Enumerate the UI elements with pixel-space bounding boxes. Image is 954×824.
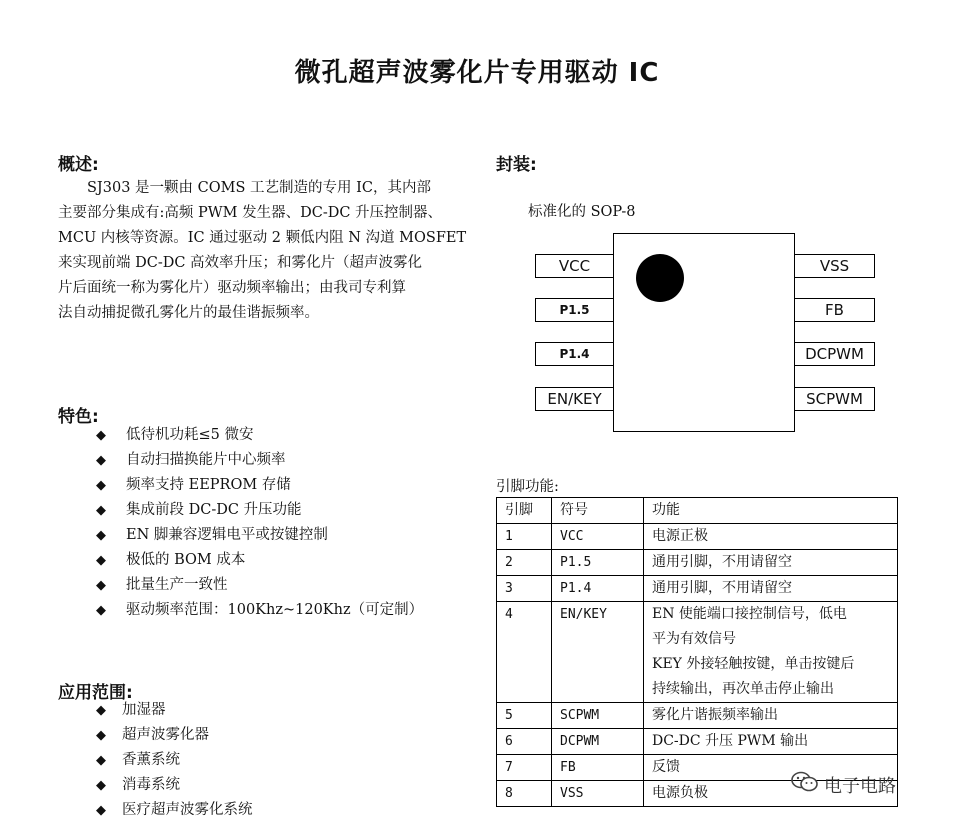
list-item-text: 集成前段 DC-DC 升压功能 (126, 502, 302, 518)
applications-heading: 应用范围: (58, 683, 133, 703)
list-item (96, 773, 253, 798)
list-item-text: 超声波雾化器 (122, 727, 209, 743)
pin-number: 3 (497, 576, 552, 602)
list-item-text: 批量生产一致性 (126, 577, 228, 593)
pin-label-p15: P1.5 (535, 298, 614, 322)
bullet-icon: ◆ (96, 528, 106, 543)
list-item (96, 573, 423, 598)
table-row (497, 703, 898, 729)
bullet-icon: ◆ (96, 453, 106, 468)
pin-label-dcpwm: DCPWM (794, 342, 875, 366)
bullet-icon: ◆ (96, 578, 106, 593)
overview-heading: 概述: (58, 155, 99, 175)
pin-number: 2 (497, 550, 552, 576)
table-header-row (497, 498, 898, 524)
bullet-icon: ◆ (96, 478, 106, 493)
pin-label-p14: P1.4 (535, 342, 614, 366)
pin-function (644, 524, 898, 550)
applications-list (96, 698, 253, 823)
pin-label-vss: VSS (794, 254, 875, 278)
column-header: 引脚 (497, 498, 552, 524)
watermark-text: 电子电路 (824, 775, 896, 797)
pin-number: 6 (497, 729, 552, 755)
list-item-text: 消毒系统 (122, 777, 180, 793)
pin-symbol: EN/KEY (552, 602, 644, 703)
pin-symbol: P1.5 (552, 550, 644, 576)
overview-line: SJ303 是一颗由 COMS 工艺制造的专用 IC，其内部 (87, 180, 431, 196)
list-item-text: 香薰系统 (122, 752, 180, 768)
bullet-icon: ◆ (96, 703, 106, 718)
list-item (96, 723, 253, 748)
list-item-text: EN 脚兼容逻辑电平或按键控制 (126, 527, 328, 543)
pin-symbol: DCPWM (552, 729, 644, 755)
list-item (96, 423, 423, 448)
list-item-text: 低待机功耗≤5 微安 (126, 427, 254, 443)
list-item-text: 加湿器 (122, 702, 166, 718)
list-item (96, 798, 253, 823)
list-item (96, 473, 423, 498)
pin-function (644, 576, 898, 602)
pin-function (644, 602, 898, 703)
overview-line: 主要部分集成有:高频 PWM 发生器、DC-DC 升压控制器、 (58, 205, 443, 221)
features-list (96, 423, 423, 623)
list-item (96, 748, 253, 773)
table-row (497, 524, 898, 550)
table-row (497, 729, 898, 755)
list-item (96, 598, 423, 623)
bullet-icon: ◆ (96, 503, 106, 518)
pin-label-en-key: EN/KEY (535, 387, 614, 411)
features-heading: 特色: (58, 407, 99, 427)
bullet-icon: ◆ (96, 778, 106, 793)
pin-number: 1 (497, 524, 552, 550)
pin-table-caption: 引脚功能: (496, 479, 559, 495)
function-line: 反馈 (652, 759, 680, 775)
list-item-text: 自动扫描换能片中心频率 (126, 452, 286, 468)
table-row (497, 576, 898, 602)
table-row (497, 602, 898, 703)
list-item-text: 频率支持 EEPROM 存储 (126, 477, 291, 493)
list-item (96, 498, 423, 523)
function-line: 电源正极 (652, 528, 708, 544)
list-item (96, 448, 423, 473)
function-line: 平为有效信号 (652, 631, 736, 647)
list-item (96, 698, 253, 723)
function-line: EN 使能端口接控制信号，低电 (652, 606, 847, 622)
table-row (497, 550, 898, 576)
list-item-text: 极低的 BOM 成本 (126, 552, 246, 568)
list-item (96, 523, 423, 548)
pin-function (644, 550, 898, 576)
overview-line: MCU 内核等资源。IC 通过驱动 2 颗低内阻 N 沟道 MOSFET (58, 230, 467, 246)
bullet-icon: ◆ (96, 753, 106, 768)
list-item-text: 驱动频率范围：100Khz~120Khz（可定制） (126, 602, 424, 618)
function-line: 通用引脚，不用请留空 (652, 554, 792, 570)
pin-label-vcc: VCC (535, 254, 614, 278)
list-item-text: 医疗超声波雾化系统 (122, 802, 253, 818)
overview-line: 法自动捕捉微孔雾化片的最佳谐振频率。 (58, 305, 319, 321)
column-header: 符号 (552, 498, 644, 524)
pin-symbol: VSS (552, 781, 644, 807)
function-line: 持续输出，再次单击停止输出 (652, 681, 834, 697)
pin-number: 5 (497, 703, 552, 729)
pin-symbol: SCPWM (552, 703, 644, 729)
function-line: KEY 外接轻触按键，单击按键后 (652, 656, 855, 672)
pin-function-table (496, 497, 898, 807)
bullet-icon: ◆ (96, 553, 106, 568)
pin1-marker (636, 254, 684, 302)
pin-number: 4 (497, 602, 552, 703)
bullet-icon: ◆ (96, 428, 106, 443)
bullet-icon: ◆ (96, 728, 106, 743)
pin-symbol: P1.4 (552, 576, 644, 602)
pin-function (644, 729, 898, 755)
function-line: 雾化片谐振频率输出 (652, 707, 778, 723)
pin-number: 7 (497, 755, 552, 781)
bullet-icon: ◆ (96, 603, 106, 618)
function-line: DC-DC 升压 PWM 输出 (652, 733, 809, 749)
pin-function (644, 703, 898, 729)
pin-symbol: FB (552, 755, 644, 781)
column-header: 功能 (644, 498, 898, 524)
pin-symbol: VCC (552, 524, 644, 550)
function-line: 电源负极 (652, 785, 708, 801)
watermark (790, 770, 896, 799)
pin-number: 8 (497, 781, 552, 807)
pin-label-fb: FB (794, 298, 875, 322)
overview-line: 来实现前端 DC-DC 高效率升压；和雾化片（超声波雾化 (58, 255, 423, 271)
wechat-icon (790, 770, 824, 799)
list-item (96, 548, 423, 573)
bullet-icon: ◆ (96, 803, 106, 818)
package-label: 标准化的 SOP-8 (528, 204, 636, 220)
page-title: 微孔超声波雾化片专用驱动 IC (294, 58, 660, 88)
overview-paragraph (58, 176, 468, 326)
function-line: 通用引脚，不用请留空 (652, 580, 792, 596)
package-heading: 封装: (496, 155, 537, 175)
pin-label-scpwm: SCPWM (794, 387, 875, 411)
overview-line: 片后面统一称为雾化片）驱动频率输出；由我司专利算 (58, 280, 406, 296)
